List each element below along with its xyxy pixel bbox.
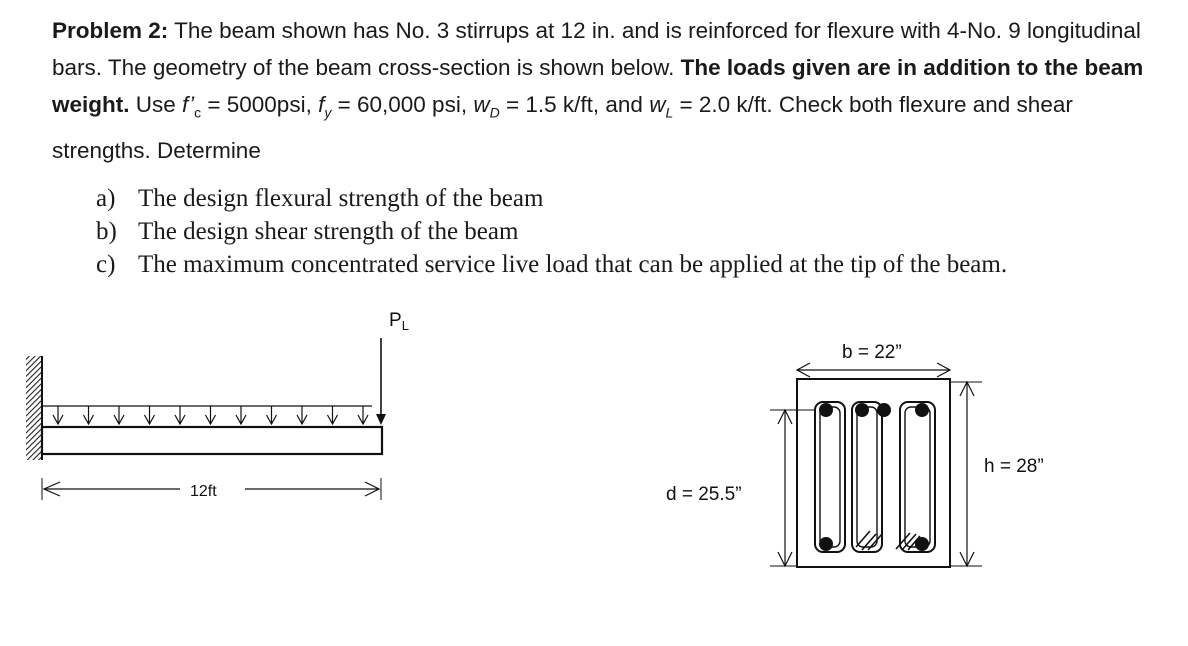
- fc-symbol: f’: [182, 92, 195, 117]
- wd-symbol: w: [473, 92, 490, 117]
- load-arrow: [328, 406, 338, 424]
- problem-intro: The beam shown has No. 3 stirrups at 12 in. and is reinforced for flexure with 4-No. 9 longitudinal bars. The geometry of the beam cross-section is shown below.: [52, 18, 1141, 80]
- top-bar: [915, 403, 929, 417]
- fy-subscript: y: [324, 104, 332, 121]
- load-arrow: [53, 406, 63, 424]
- point-load-label: $P_L$: [389, 310, 409, 333]
- load-arrow: [84, 406, 94, 424]
- load-arrow: [236, 406, 246, 424]
- fc-value: = 5000psi,: [201, 92, 319, 117]
- task-marker: c): [96, 251, 116, 278]
- fixed-support: [26, 356, 42, 460]
- task-text: The design flexural strength of the beam: [138, 185, 544, 212]
- bottom-bar: [819, 537, 833, 551]
- load-arrow: [358, 406, 368, 424]
- task-text: The maximum concentrated service live load that can be applied at the tip of the beam.: [138, 251, 1008, 278]
- width-label: b = 22”: [842, 342, 902, 363]
- fc-subscript: c: [194, 104, 202, 121]
- task-marker: a): [96, 185, 116, 212]
- top-bar: [877, 403, 891, 417]
- problem-heading: Problem 2:: [52, 18, 169, 43]
- wl-value: = 2.0 k/ft. Check both flexure and shear strengths. Determine: [52, 92, 1073, 163]
- beam-cross-section: [666, 342, 1044, 567]
- wl-subscript: L: [665, 104, 674, 121]
- cantilever-beam-diagram: [26, 310, 409, 500]
- wd-value: = 1.5 k/ft, and: [499, 92, 650, 117]
- beam-body: [42, 427, 382, 454]
- load-arrow: [206, 406, 216, 424]
- top-bar: [819, 403, 833, 417]
- top-bar: [855, 403, 869, 417]
- load-arrow: [175, 406, 185, 424]
- load-note: The loads given are in addition to the beam weight.: [52, 55, 1144, 117]
- wl-symbol: w: [649, 92, 666, 117]
- depth-label: d = 25.5”: [666, 484, 742, 505]
- point-load-arrowhead: [376, 414, 386, 425]
- load-arrow: [145, 406, 155, 424]
- fy-value: = 60,000 psi,: [331, 92, 474, 117]
- use-text: Use: [129, 92, 183, 117]
- wd-subscript: D: [489, 104, 500, 121]
- height-label: h = 28”: [984, 456, 1044, 477]
- distributed-load-arrows: [53, 406, 368, 424]
- task-text: The design shear strength of the beam: [138, 218, 519, 245]
- span-label: 12ft: [190, 483, 217, 500]
- fy-symbol: f: [318, 92, 325, 117]
- load-arrow: [267, 406, 277, 424]
- load-arrow: [297, 406, 307, 424]
- task-marker: b): [96, 218, 117, 245]
- load-arrow: [114, 406, 124, 424]
